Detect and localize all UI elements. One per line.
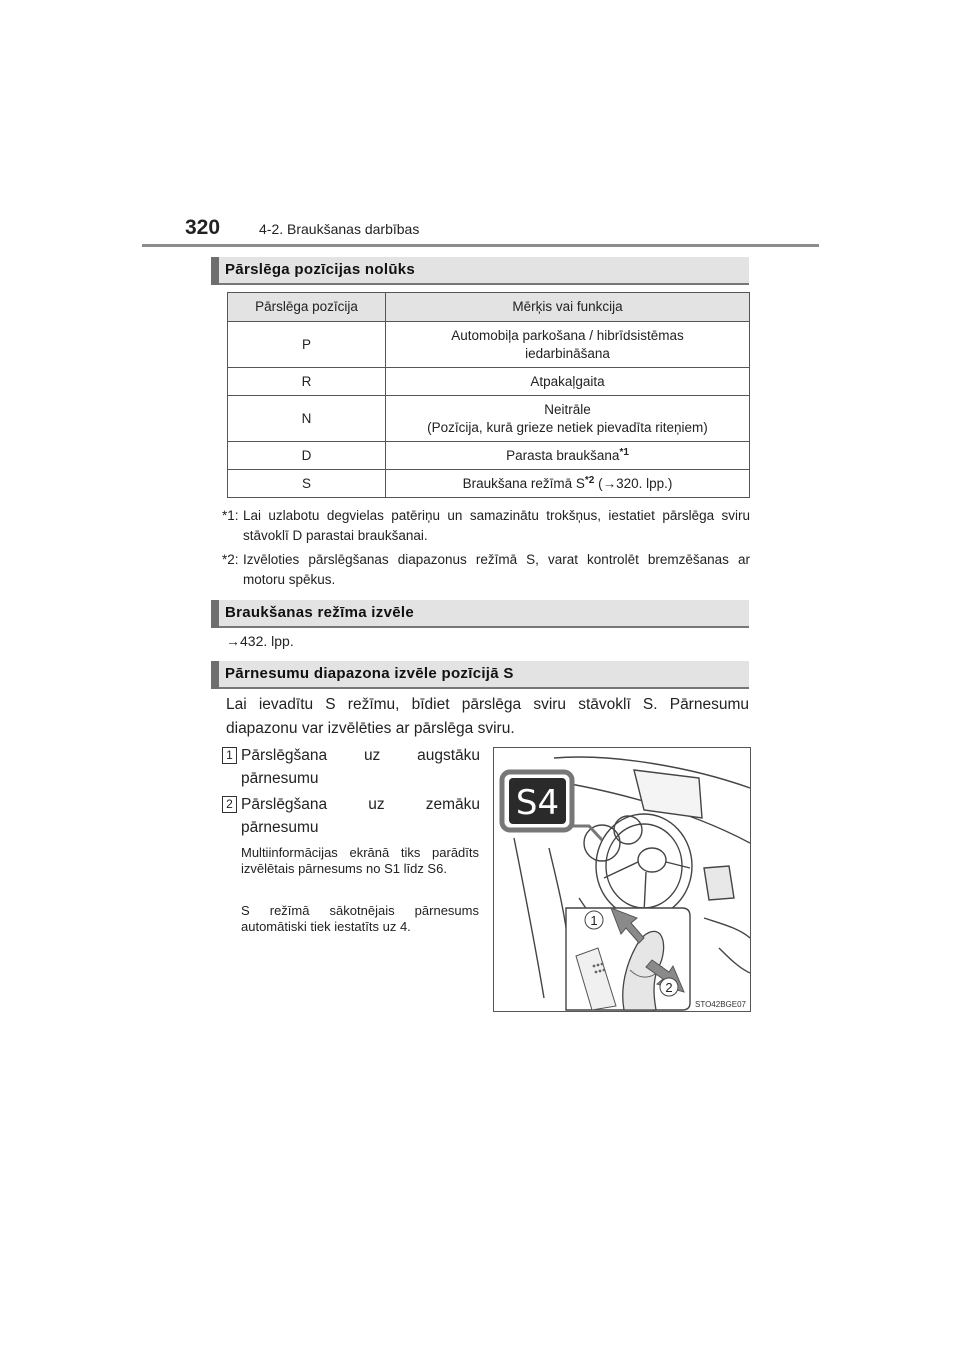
list-item-downshift <box>222 793 480 839</box>
header-rule <box>142 244 819 247</box>
section-heading-shift-positions <box>211 257 749 285</box>
section-title: Pārslēga pozīcijas nolūks <box>225 261 416 278</box>
footnote-text: Lai uzlabotu degvielas patēriņu un samazinātu trokšņus, iestatiet pārslēga sviru stāvoklī D parastai braukšanai. <box>243 508 750 543</box>
table-row <box>228 368 750 396</box>
intro-paragraph: Lai ievadītu S režīmu, bīdiet pārslēga sviru stāvoklī S. Pārnesumu diapazonu var izvēlēties ar pārslēga sviru. <box>226 696 749 737</box>
callout-number-2: 2 <box>665 980 673 995</box>
item-number-badge: 2 <box>222 796 237 813</box>
page-reference: →432. lpp. <box>226 633 294 649</box>
item-text: Pārslēgšana uz augstāku pārnesumu <box>241 747 480 787</box>
table-cell-position: S <box>228 470 386 498</box>
section-title: Braukšanas režīma izvēle <box>225 604 414 621</box>
footnote-2 <box>222 550 750 590</box>
section-title: Pārnesumu diapazona izvēle pozīcijā S <box>225 665 514 682</box>
table-header-row <box>228 293 750 322</box>
section-heading-drive-mode <box>211 600 749 628</box>
page-number: 320 <box>185 216 221 239</box>
table-row <box>228 470 750 498</box>
table-row <box>228 442 750 470</box>
shift-position-table <box>227 292 750 498</box>
table-cell-position: D <box>228 442 386 470</box>
table-row <box>228 396 750 442</box>
item-text: Pārslēgšana uz zemāku pārnesumu <box>241 796 480 836</box>
table-cell-position: P <box>228 322 386 368</box>
list-item-upshift <box>222 744 480 790</box>
footnote-1 <box>222 506 750 546</box>
info-note: S režīmā sākotnējais pārnesums automātiski tiek iestatīts uz 4. <box>241 903 479 934</box>
table-cell-function: Braukšana režīmā $S^{*2}$ (→320. lpp.) <box>386 470 750 498</box>
table-cell-function: Automobiļa parkošana / hibrīdsistēmas iedarbināšana <box>386 322 750 368</box>
callout-number-1: 1 <box>590 913 598 928</box>
footnote-marker: *1: <box>222 508 239 523</box>
table-header: Pārslēga pozīcija <box>228 293 386 322</box>
chapter-title: 4-2. Braukšanas darbības <box>259 221 420 237</box>
table-cell-function: Neitrāle (Pozīcija, kurā grieze netiek pievadīta riteņiem) <box>386 396 750 442</box>
shift-lever-illustration <box>493 747 751 1012</box>
s4-display-callout <box>502 772 602 840</box>
gear-display-text: S4 <box>515 783 560 823</box>
footnote-ref: *1 <box>619 446 629 458</box>
item-number-badge: 1 <box>222 747 237 764</box>
table-cell-position: R <box>228 368 386 396</box>
table-cell-function: Atpakaļgaita <box>386 368 750 396</box>
table-row <box>228 322 750 368</box>
illustration-svg <box>494 748 750 1011</box>
table-cell-function: Parasta braukšana$^{*1}$ <box>386 442 750 470</box>
footnote-text: Izvēloties pārslēgšanas diapazonus režīmā S, varat kontrolēt bremzēšanas ar motoru spēkus. <box>243 552 750 587</box>
info-note: Multiinformācijas ekrānā tiks parādīts izvēlētais pārnesums no S1 līdz S6. <box>241 845 479 876</box>
table-cell-position: N <box>228 396 386 442</box>
table-header: Mērķis vai funkcija <box>386 293 750 322</box>
footnote-marker: *2: <box>222 552 239 567</box>
figure-code: STO42BGE07 <box>695 1000 746 1009</box>
footnote-ref: *2 <box>584 474 595 486</box>
section-heading-gear-range <box>211 661 749 689</box>
